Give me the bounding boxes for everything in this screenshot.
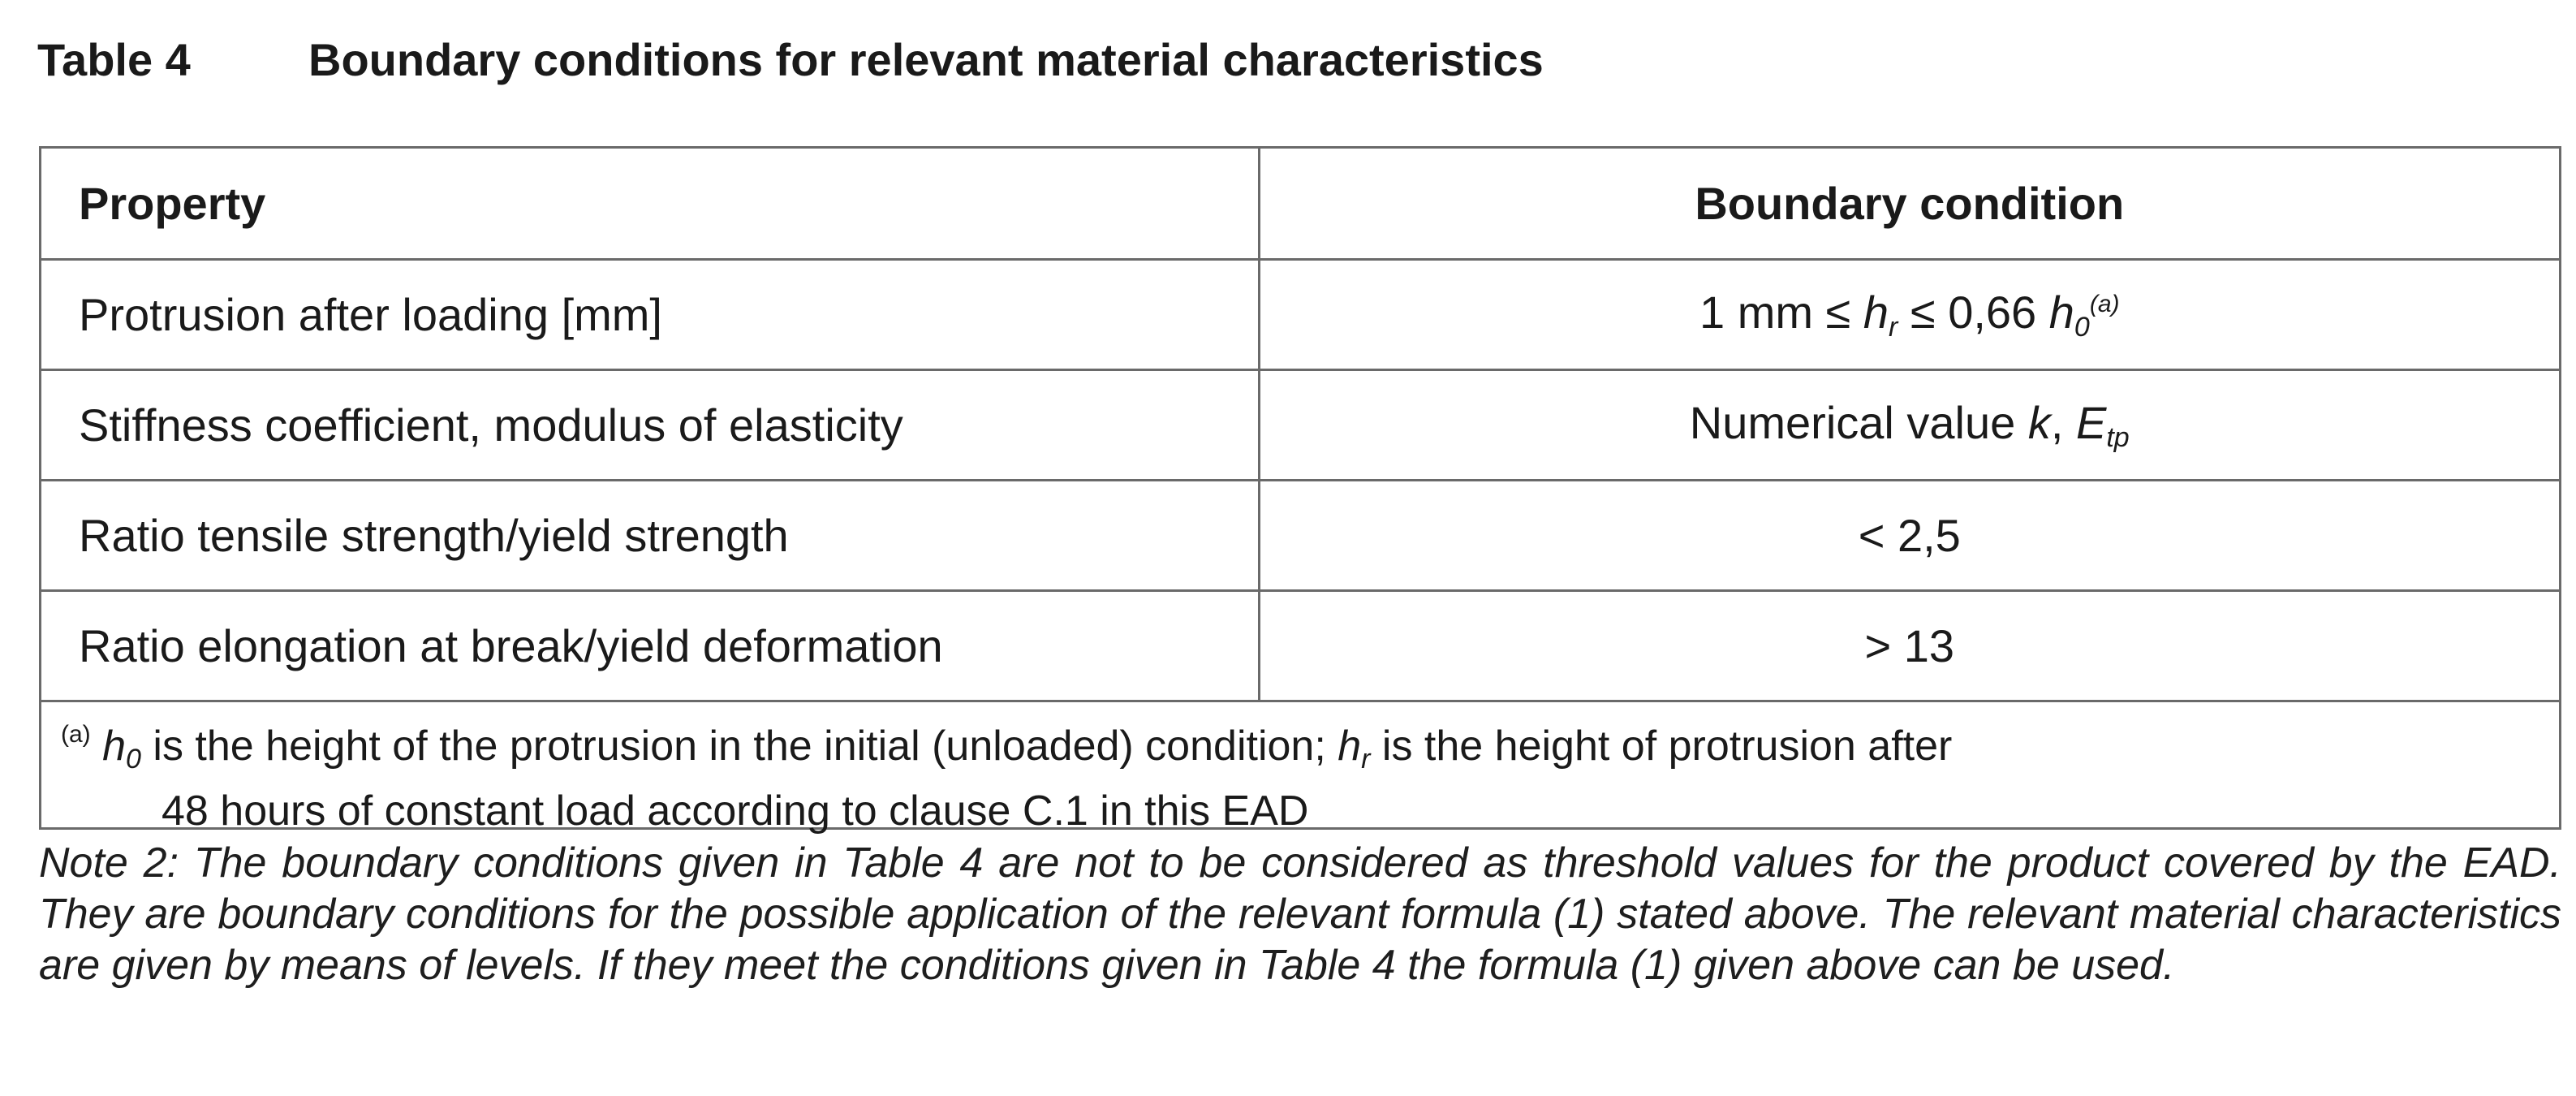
table-row (41, 259, 2559, 369)
cell-property: Stiffness coefficient, modulus of elasticity (41, 369, 1259, 480)
boundary-conditions-table (39, 146, 2561, 835)
table-number: Table 4 (37, 34, 191, 85)
header-boundary-condition: Boundary condition (1259, 149, 2559, 259)
cell-condition: > 13 (1259, 590, 2559, 701)
table-footnote (41, 702, 2559, 837)
cell-property: Ratio tensile strength/yield strength (41, 480, 1259, 590)
note-paragraph: Note 2: The boundary conditions given in Table 4 are not to be considered as threshold values for the product covered by the EAD. They are boundary conditions for the possible application of the relevant formula (1) stated above. The relevant material characteristics are given by means of levels. If they meet the conditions given in Table 4 the formula (1) given above can be used. (39, 839, 2561, 989)
table-header-row (41, 149, 2559, 259)
cell-condition: 1 mm ≤ $h_r \le 0,66$ $h_0^{(a)}$ (1259, 259, 2559, 369)
table-title: Boundary conditions for relevant material characteristics (308, 34, 1544, 85)
cell-property: Ratio elongation at break/yield deformation (41, 590, 1259, 701)
table-caption (37, 28, 1544, 93)
table-row (41, 480, 2559, 590)
header-property: Property (41, 149, 1259, 259)
cell-condition: Numerical value k, $E_{tp}$ (1259, 369, 2559, 480)
table-row (41, 590, 2559, 701)
cell-condition: < 2,5 (1259, 480, 2559, 590)
table-row (41, 369, 2559, 480)
footnote-line-2: 48 hours of constant load according to clause C.1 in this EAD (162, 787, 1309, 835)
footnote-line-1: $^{(a)}$ $h_0$ is the height of the protrusion in the initial (unloaded) condition; $h_r$ is the height of protrusion after (61, 720, 1953, 775)
cell-property: Protrusion after loading [mm] (41, 259, 1259, 369)
